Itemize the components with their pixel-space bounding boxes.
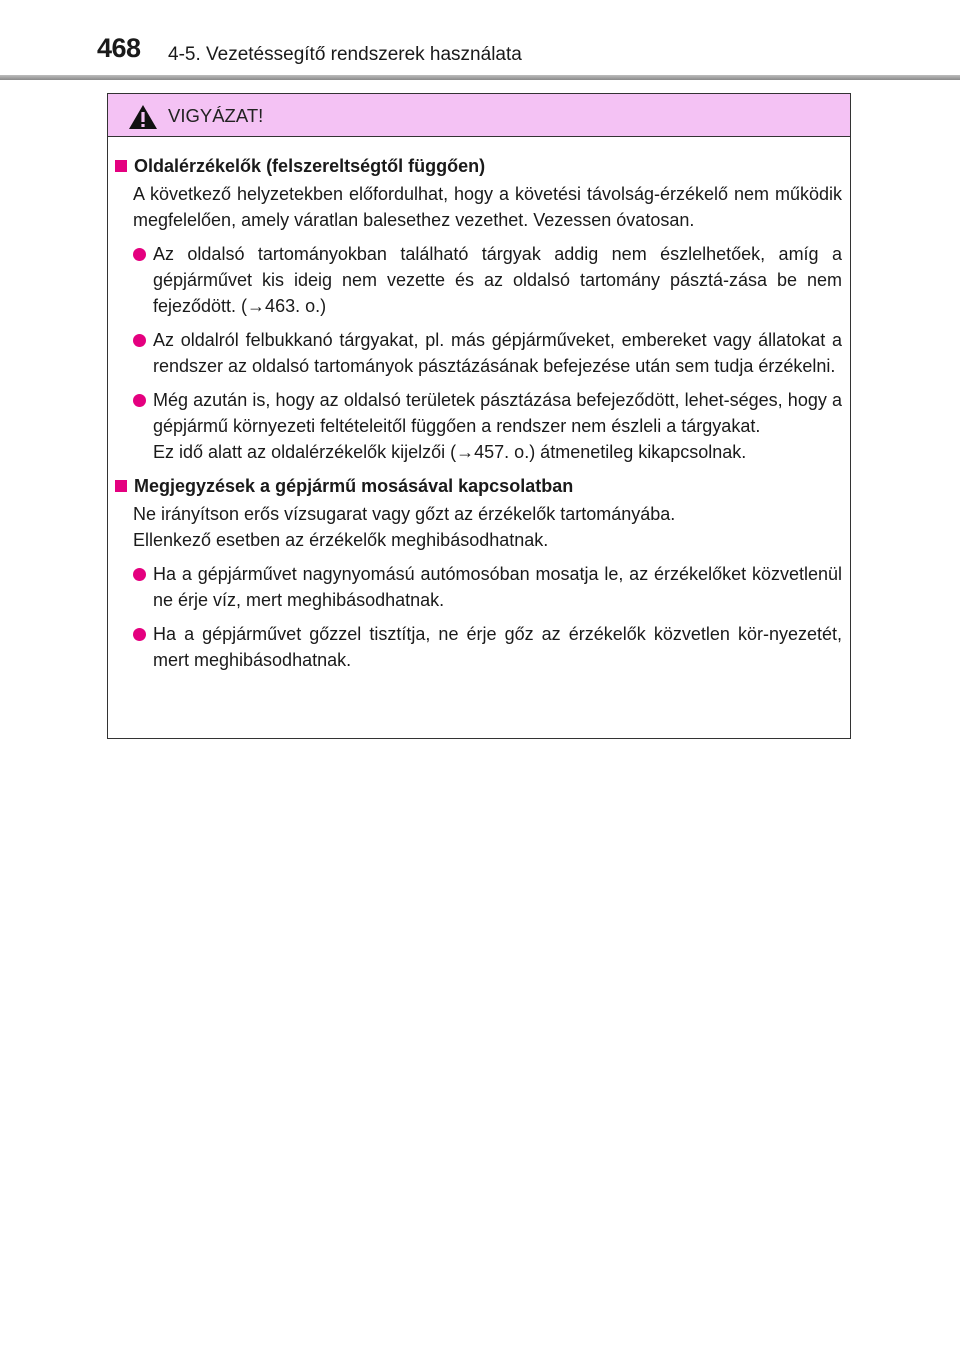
square-bullet-icon [115, 160, 127, 172]
list-item [133, 621, 842, 673]
warning-box [107, 93, 851, 739]
list-item [133, 561, 842, 613]
round-bullet-icon [133, 568, 146, 581]
list-item [133, 241, 842, 319]
round-bullet-icon [133, 334, 146, 347]
warning-title: VIGYÁZAT! [168, 105, 264, 126]
list-item [133, 327, 842, 379]
list-item-text: Az oldalsó tartományokban található tárgyak addig nem észlelhetőek, amíg a gépjárművet kis ideig nem vezette és az oldalsó tartomány pásztá-zása be nem fejeződött. (→463. o.) [153, 244, 842, 316]
list-item-text [153, 387, 842, 465]
page-header [0, 0, 960, 80]
section-side-sensors [115, 153, 842, 465]
section-washing [115, 473, 842, 673]
list-item-line: Ez idő alatt az oldalérzékelők kijelzői (→457. o.) átmenetileg kikapcsolnak. [153, 442, 747, 462]
round-bullet-icon [133, 248, 146, 261]
warning-triangle-icon [128, 104, 158, 130]
warning-header [108, 94, 850, 137]
list-item-text: Ha a gépjárművet gőzzel tisztítja, ne érje gőz az érzékelők közvetlen kör-nyezetét, mert meghibásodhatnak. [153, 624, 842, 670]
list-item-text: Ha a gépjárművet nagynyomású autómosóban mosatja le, az érzékelőket közvetlenül ne érje víz, mert meghibásodhatnak. [153, 564, 842, 610]
section-heading-text: Megjegyzések a gépjármű mosásával kapcsolatban [134, 476, 574, 496]
paragraph-line: Ellenkező esetben az érzékelők meghibásodhatnak. [133, 530, 549, 550]
warning-body [108, 137, 850, 673]
section-paragraph [133, 501, 842, 553]
header-rule [0, 75, 960, 80]
section-paragraph: A következő helyzetekben előfordulhat, hogy a követési távolság-érzékelő nem működik megfelelően, amely váratlan balesethez vezethet. Vezessen óvatosan. [133, 184, 842, 230]
round-bullet-icon [133, 628, 146, 641]
list-item [133, 387, 842, 465]
round-bullet-icon [133, 394, 146, 407]
section-heading [115, 153, 842, 179]
page-number: 468 [97, 33, 141, 63]
section-title: 4-5. Vezetéssegítő rendszerek használata [168, 44, 522, 65]
list-item-line: Még azután is, hogy az oldalsó területek pásztázása befejeződött, lehet-séges, hogy a gépjármű környezeti feltételeitől függően a rendszer nem észleli a tárgyakat. [153, 390, 842, 436]
section-heading-text: Oldalérzékelők (felszereltségtől függően) [134, 156, 486, 176]
square-bullet-icon [115, 480, 127, 492]
list-item-text: Az oldalról felbukkanó tárgyakat, pl. más gépjárműveket, embereket vagy állatokat a rendszer az oldalsó tartományok pásztázásának befejezése után sem tudja érzékelni. [153, 330, 842, 376]
section-heading [115, 473, 842, 499]
paragraph-line: Ne irányítson erős vízsugarat vagy gőzt az érzékelők tartományába. [133, 504, 676, 524]
